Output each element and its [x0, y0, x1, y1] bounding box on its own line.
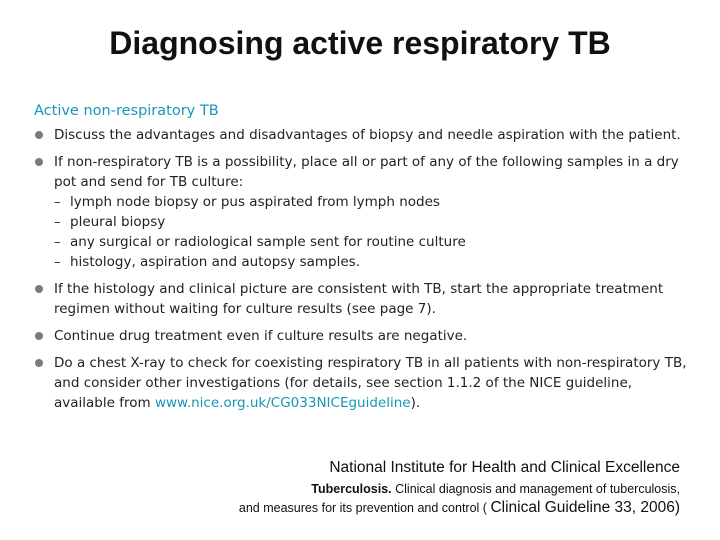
- bullet-item: [34, 125, 696, 145]
- sample-list-item: – any surgical or radiological sample sent for routine culture: [54, 232, 696, 252]
- bullet-item: [34, 353, 696, 413]
- slide-title: Diagnosing active respiratory TB: [109, 25, 611, 61]
- bullet-text: Discuss the advantages and disadvantages of biopsy and needle aspiration with the patient.: [54, 127, 681, 143]
- citation-topic: Tuberculosis.: [311, 482, 392, 496]
- citation-topic-line: [239, 481, 680, 497]
- citation-measures: and measures for its prevention and control (: [238, 501, 491, 515]
- citation-guideline: Clinical Guideline 33, 2006): [490, 499, 680, 516]
- bullet-text: Do a chest X-ray to check for coexisting respiratory TB in all patients with non-respiratory TB, and consider other investigations (for details, see section 1.1.2 of the NICE guideline, available from: [54, 355, 687, 411]
- nice-guideline-link[interactable]: www.nice.org.uk/CG033NICEguideline: [154, 395, 411, 411]
- section-heading: Active non-respiratory TB: [34, 103, 219, 119]
- citation: [239, 458, 680, 517]
- sample-list: [54, 192, 696, 272]
- bullet-text: Continue drug treatment even if culture results are negative.: [54, 328, 468, 344]
- bullet-item: [34, 152, 696, 272]
- guideline-excerpt: [34, 103, 696, 420]
- bullet-text: If the histology and clinical picture are consistent with TB, start the appropriate treatment regimen without waiting for culture results (see page 7).: [54, 281, 664, 317]
- citation-description: Clinical diagnosis and management of tuberculosis,: [391, 482, 680, 496]
- bullet-item: [34, 279, 696, 319]
- sample-list-item: – lymph node biopsy or pus aspirated from lymph nodes: [54, 192, 696, 212]
- bullet-text-end: ).: [410, 395, 421, 411]
- citation-guideline-line: [239, 499, 680, 517]
- bullet-item: [34, 326, 696, 346]
- sample-list-item: – pleural biopsy: [54, 212, 696, 232]
- bullet-text: If non-respiratory TB is a possibility, place all or part of any of the following samples in a dry pot and send for TB culture:: [54, 154, 679, 190]
- citation-organization: National Institute for Health and Clinical Excellence: [329, 459, 680, 476]
- sample-list-item: – histology, aspiration and autopsy samples.: [54, 252, 696, 272]
